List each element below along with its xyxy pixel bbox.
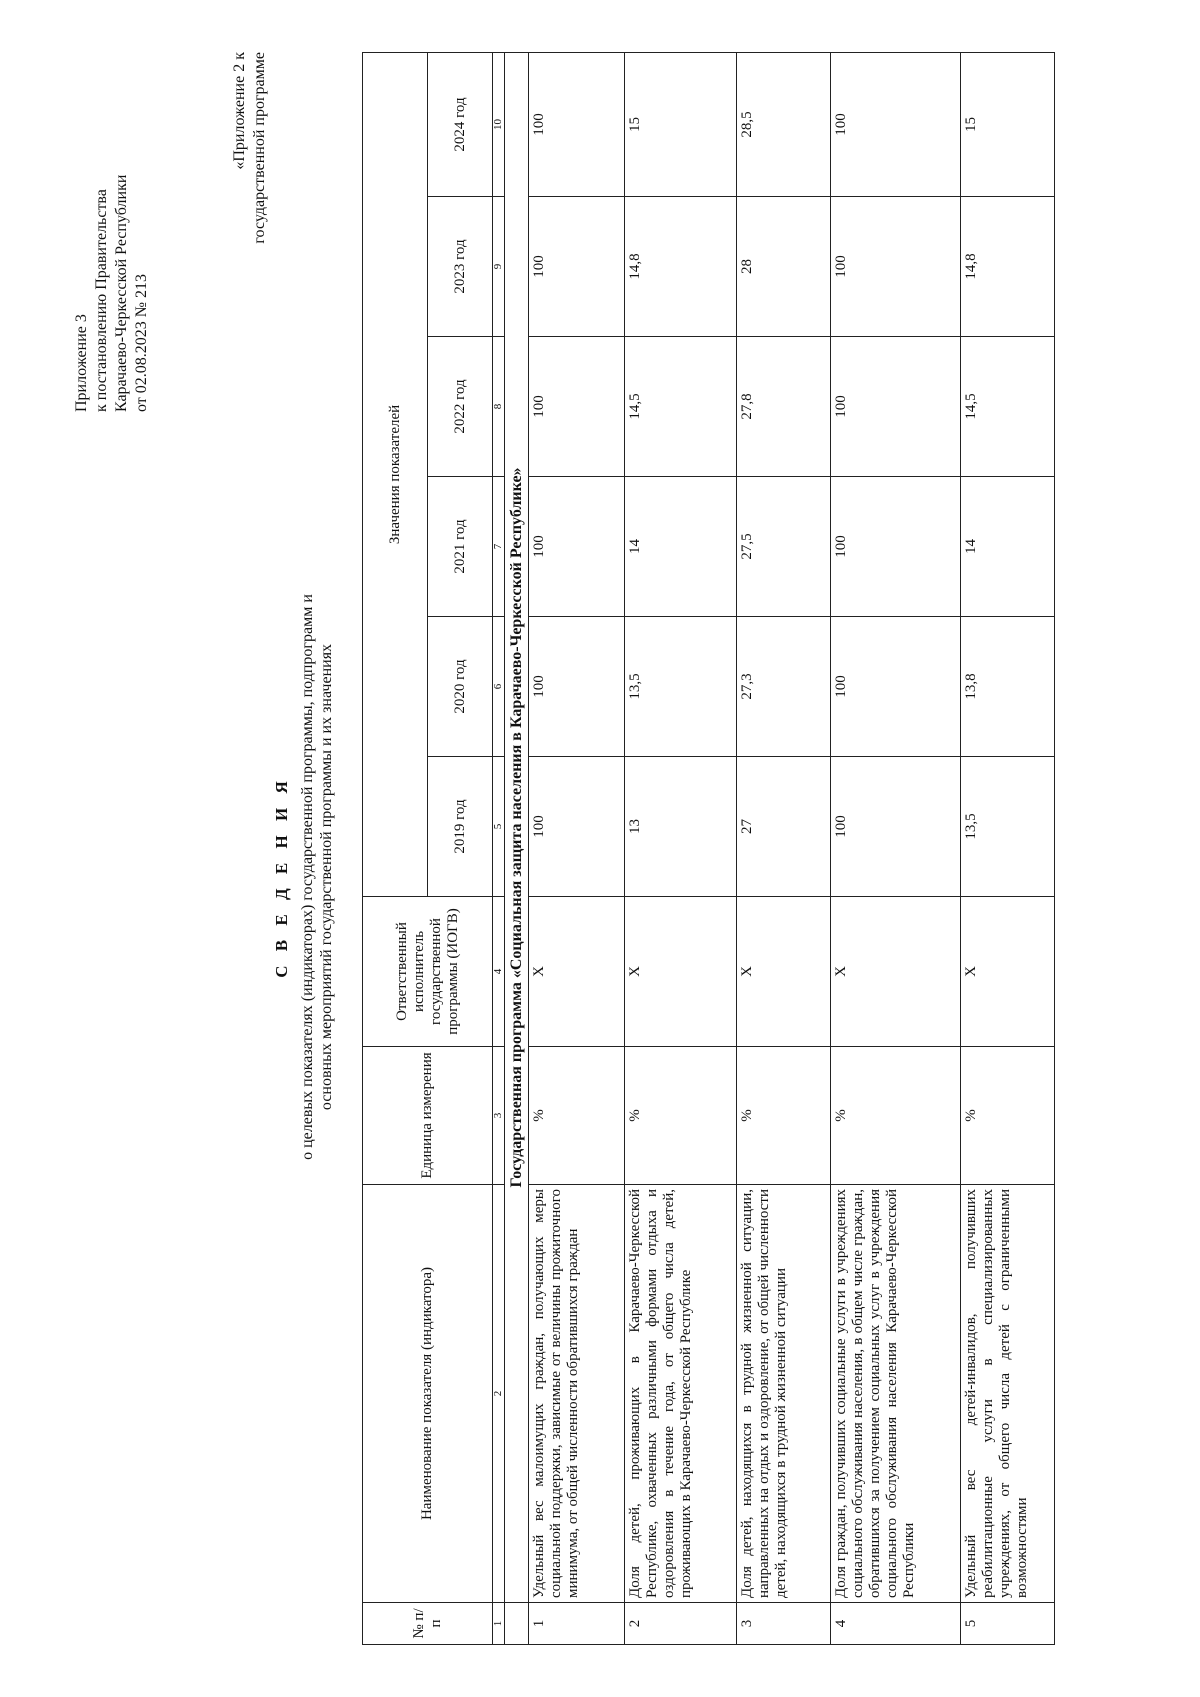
header-year: 2020 год xyxy=(428,617,493,757)
row-value: 100 xyxy=(529,197,625,337)
header-year: 2022 год xyxy=(428,337,493,477)
row-unit: % xyxy=(961,1047,1055,1185)
subtitle-line: основных мероприятий государственной программы и их значениях xyxy=(318,643,335,1111)
column-number: 8 xyxy=(493,337,505,477)
row-value: 13,5 xyxy=(625,617,737,757)
row-value: 14 xyxy=(961,477,1055,617)
row-no: 2 xyxy=(625,1603,737,1645)
document-title: С В Е Д Е Н И Я xyxy=(272,776,291,978)
header-year: 2024 год xyxy=(428,52,493,196)
row-value: 13,5 xyxy=(961,757,1055,897)
header-executor: Ответственный исполнитель государственной программы (ИОГВ) xyxy=(363,897,493,1047)
appendix-line: к постановлению Правительства xyxy=(93,189,110,412)
subtitle-line: о целевых показателях (индикаторах) государственной программы, подпрограмм и xyxy=(299,594,316,1160)
document-subtitle xyxy=(298,377,336,1377)
row-unit: % xyxy=(737,1047,831,1185)
column-number: 10 xyxy=(493,52,505,196)
row-value: 14,8 xyxy=(625,197,737,337)
row-no: 1 xyxy=(529,1603,625,1645)
table-row xyxy=(831,52,961,1644)
row-indicator-name: Доля детей, проживающих в Карачаево-Черкесской Республике, охваченных различными формами отдыха и оздоровления в течение года, от общего числа детей, проживающих в Карачаево-Черкесской Республике xyxy=(625,1185,737,1603)
appendix2-block xyxy=(230,52,270,312)
row-value: 14,5 xyxy=(625,337,737,477)
row-value: 27,5 xyxy=(737,477,831,617)
row-value: 27 xyxy=(737,757,831,897)
row-value: 13 xyxy=(625,757,737,897)
row-value: 28,5 xyxy=(737,52,831,196)
program-title: Государственная программа «Социальная защита населения в Карачаево-Черкесской Республике» xyxy=(505,52,529,1602)
row-unit: % xyxy=(529,1047,625,1185)
row-value: 100 xyxy=(831,617,961,757)
table-row xyxy=(625,52,737,1644)
row-value: 27,3 xyxy=(737,617,831,757)
row-executor: X xyxy=(625,897,737,1047)
row-indicator-name: Удельный вес малоимущих граждан, получающих меры социальной поддержки, зависимые от величины прожиточного минимума, от общей численности обратившихся граждан xyxy=(529,1185,625,1603)
row-value: 100 xyxy=(831,197,961,337)
column-number: 7 xyxy=(493,477,505,617)
column-number: 3 xyxy=(493,1047,505,1185)
table-row xyxy=(529,52,625,1644)
row-value: 13,8 xyxy=(961,617,1055,757)
row-value: 100 xyxy=(529,337,625,477)
header-year: 2021 год xyxy=(428,477,493,617)
column-number: 9 xyxy=(493,197,505,337)
row-value: 100 xyxy=(831,52,961,196)
row-value: 100 xyxy=(529,617,625,757)
row-value: 28 xyxy=(737,197,831,337)
column-number: 4 xyxy=(493,897,505,1047)
row-value: 100 xyxy=(831,757,961,897)
row-indicator-name: Доля детей, находящихся в трудной жизненной ситуации, направленных на отдых и оздоровление, от общей численности детей, находящихся в трудной жизненной ситуации xyxy=(737,1185,831,1603)
table-row xyxy=(961,52,1055,1644)
row-value: 15 xyxy=(961,52,1055,196)
appendix-line: Карачаево-Черкесской Республики xyxy=(113,174,130,412)
indicators-table xyxy=(362,52,1055,1645)
row-value: 100 xyxy=(529,477,625,617)
header-year: 2023 год xyxy=(428,197,493,337)
row-value: 14,8 xyxy=(961,197,1055,337)
row-unit: % xyxy=(831,1047,961,1185)
row-indicator-name: Доля граждан, получивших социальные услуги в учреждениях социального обслуживания населения, в общем числе граждан, обратившихся за получением социальных услуг в учреждения социального обслуживания населения Карачаево-Черкесской Республики xyxy=(831,1185,961,1603)
appendix-line: от 02.08.2023 № 213 xyxy=(133,273,150,412)
row-value: 14,5 xyxy=(961,337,1055,477)
row-unit: % xyxy=(625,1047,737,1185)
program-row xyxy=(505,52,529,1644)
row-value: 14 xyxy=(625,477,737,617)
table-row xyxy=(737,52,831,1644)
appendix2-line: государственной программе xyxy=(251,52,268,244)
program-row-spacer xyxy=(505,1603,529,1645)
header-values-group: Значения показателей xyxy=(363,52,428,896)
row-executor: X xyxy=(529,897,625,1047)
header-year: 2019 год xyxy=(428,757,493,897)
row-no: 5 xyxy=(961,1603,1055,1645)
column-number: 5 xyxy=(493,757,505,897)
row-executor: X xyxy=(961,897,1055,1047)
row-value: 100 xyxy=(831,477,961,617)
appendix2-line: «Приложение 2 к xyxy=(231,52,248,170)
row-value: 100 xyxy=(529,52,625,196)
appendix-line: Приложение 3 xyxy=(73,314,90,412)
column-number: 6 xyxy=(493,617,505,757)
column-number: 2 xyxy=(493,1185,505,1603)
row-value: 27,8 xyxy=(737,337,831,477)
row-no: 3 xyxy=(737,1603,831,1645)
header-unit: Единица измерения xyxy=(363,1047,493,1185)
header-no: № п/п xyxy=(363,1603,493,1645)
row-value: 15 xyxy=(625,52,737,196)
column-number: 1 xyxy=(493,1603,505,1645)
appendix-block xyxy=(72,52,152,412)
row-no: 4 xyxy=(831,1603,961,1645)
row-value: 100 xyxy=(831,337,961,477)
row-executor: X xyxy=(831,897,961,1047)
row-value: 100 xyxy=(529,757,625,897)
header-name: Наименование показателя (индикатора) xyxy=(363,1185,493,1603)
row-executor: X xyxy=(737,897,831,1047)
row-indicator-name: Удельный вес детей-инвалидов, получивших реабилитационные услуги в специализированных учреждениях, от общего числа детей с ограниченными возможностями xyxy=(961,1185,1055,1603)
